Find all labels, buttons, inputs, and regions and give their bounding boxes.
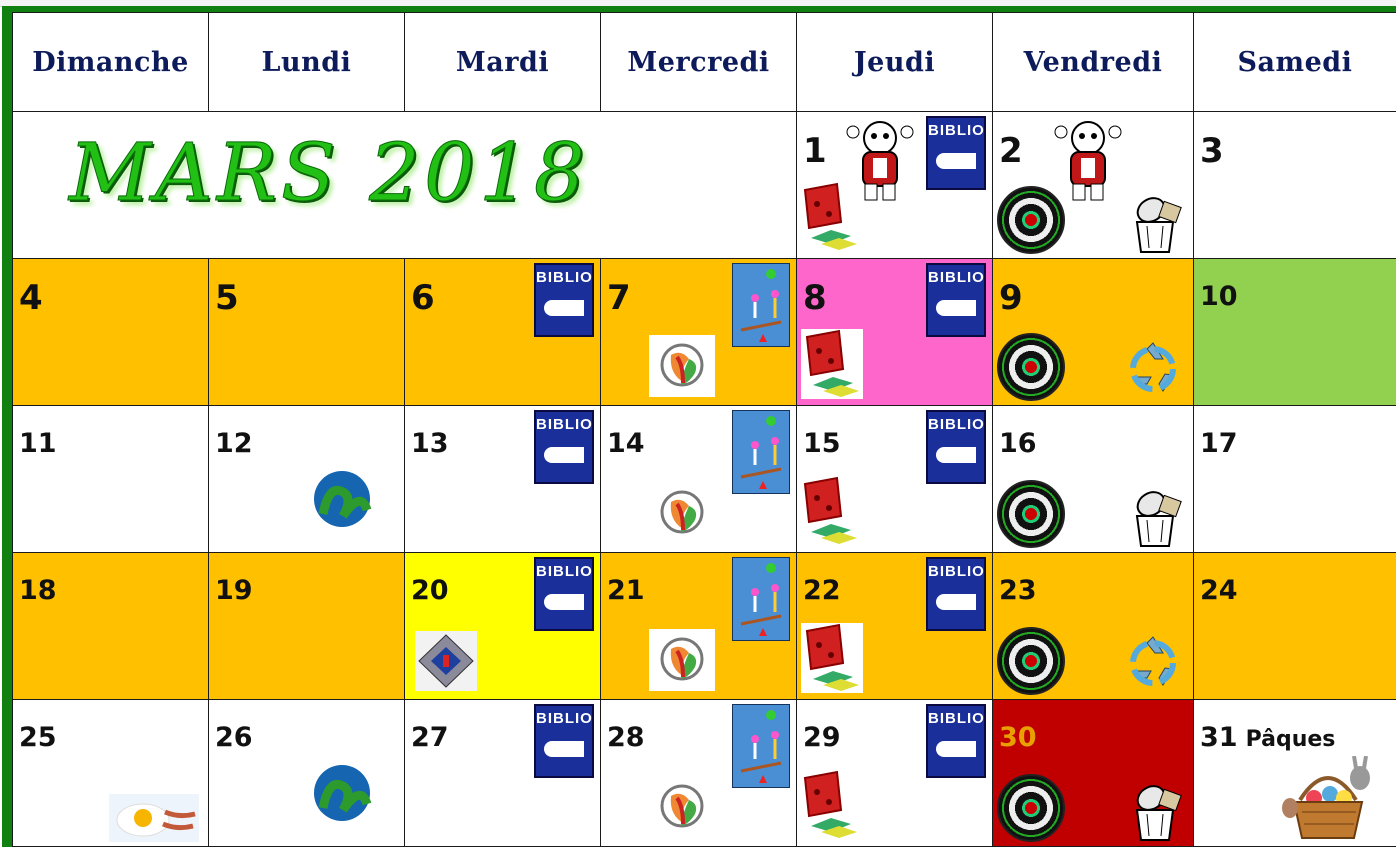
day-cell[interactable] xyxy=(993,259,1194,406)
day-cell[interactable] xyxy=(601,553,797,700)
day-number: 4 xyxy=(19,278,43,318)
day-number: 17 xyxy=(1200,428,1238,459)
day-number xyxy=(1200,724,1335,751)
day-number: 9 xyxy=(999,278,1023,318)
weekday-header: Dimanche xyxy=(13,13,209,112)
biblio-icon: BIBLIO xyxy=(926,116,986,190)
day-cell[interactable] xyxy=(209,700,405,847)
day-number: 30 xyxy=(999,722,1037,753)
calendar-week xyxy=(13,259,1396,406)
weekday-header: Lundi xyxy=(209,13,405,112)
biblio-icon: BIBLIO xyxy=(926,557,986,631)
biblio-icon: BIBLIO xyxy=(926,410,986,484)
day-number: 21 xyxy=(607,575,645,606)
day-number: 16 xyxy=(999,428,1037,459)
cornhole-bag-icon xyxy=(801,770,859,840)
day-number: 24 xyxy=(1200,575,1238,606)
day-cell[interactable] xyxy=(13,700,209,847)
recycle-icon xyxy=(1123,337,1183,397)
day-number-value: 31 xyxy=(1200,722,1238,753)
n-logo-icon xyxy=(309,762,375,824)
day-number: 20 xyxy=(411,575,449,606)
month-title: MARS 2018 xyxy=(69,126,589,219)
heart-logo-icon xyxy=(649,776,715,838)
day-number: 10 xyxy=(1200,281,1238,312)
biblio-icon: BIBLIO xyxy=(534,704,594,778)
knights-emblem-icon xyxy=(415,631,477,691)
cornhole-bag-icon xyxy=(801,623,863,693)
biblio-icon: BIBLIO xyxy=(534,410,594,484)
day-number: 23 xyxy=(999,575,1037,606)
day-number: 29 xyxy=(803,722,841,753)
day-number: 25 xyxy=(19,722,57,753)
fitness-icon xyxy=(732,410,790,494)
calendar-week xyxy=(13,406,1396,553)
day-cell[interactable] xyxy=(993,112,1194,259)
day-number: 15 xyxy=(803,428,841,459)
day-cell[interactable] xyxy=(1194,553,1396,700)
dartboard-icon xyxy=(997,774,1065,842)
heart-logo-icon xyxy=(649,335,715,397)
weekday-header: Samedi xyxy=(1194,13,1396,112)
day-cell[interactable] xyxy=(993,553,1194,700)
day-number: 22 xyxy=(803,575,841,606)
day-number: 8 xyxy=(803,278,827,318)
day-cell[interactable] xyxy=(209,406,405,553)
breakfast-icon xyxy=(109,794,199,842)
day-cell[interactable] xyxy=(601,406,797,553)
day-cell[interactable] xyxy=(405,700,601,847)
weekday-header: Mercredi xyxy=(601,13,797,112)
day-cell[interactable] xyxy=(797,406,993,553)
calendar-week xyxy=(13,112,1396,259)
heart-logo-icon xyxy=(649,482,715,544)
day-cell[interactable] xyxy=(1194,406,1396,553)
mascot-icon xyxy=(1053,118,1123,204)
day-number: 18 xyxy=(19,575,57,606)
cornhole-bag-icon xyxy=(801,476,859,546)
trash-can-icon xyxy=(1127,488,1183,548)
day-cell[interactable] xyxy=(797,700,993,847)
dartboard-icon xyxy=(997,333,1065,401)
cornhole-bag-icon xyxy=(801,329,863,399)
weekday-header-row xyxy=(13,13,1396,112)
biblio-icon: BIBLIO xyxy=(926,263,986,337)
day-cell[interactable] xyxy=(601,700,797,847)
day-number: 11 xyxy=(19,428,57,459)
day-cell[interactable] xyxy=(601,259,797,406)
day-number: 27 xyxy=(411,722,449,753)
day-cell[interactable] xyxy=(405,259,601,406)
fitness-icon xyxy=(732,557,790,641)
weekday-header: Jeudi xyxy=(797,13,993,112)
day-cell[interactable] xyxy=(797,553,993,700)
day-cell[interactable] xyxy=(1194,700,1396,847)
day-number: 2 xyxy=(999,131,1023,171)
biblio-icon: BIBLIO xyxy=(534,263,594,337)
day-cell[interactable] xyxy=(405,406,601,553)
day-number: 12 xyxy=(215,428,253,459)
trash-can-icon xyxy=(1127,782,1183,842)
day-cell[interactable] xyxy=(209,553,405,700)
day-number: 28 xyxy=(607,722,645,753)
month-title-cell xyxy=(13,112,797,259)
day-number: 14 xyxy=(607,428,645,459)
dartboard-icon xyxy=(997,480,1065,548)
holiday-label: Pâques xyxy=(1245,727,1336,752)
day-cell[interactable] xyxy=(405,553,601,700)
day-number: 7 xyxy=(607,278,631,318)
day-cell[interactable] xyxy=(797,259,993,406)
day-number: 6 xyxy=(411,278,435,318)
dartboard-icon xyxy=(997,627,1065,695)
cornhole-bag-icon xyxy=(801,182,859,252)
biblio-icon: BIBLIO xyxy=(534,557,594,631)
day-cell[interactable] xyxy=(209,259,405,406)
day-cell[interactable] xyxy=(1194,259,1396,406)
easter-basket-icon xyxy=(1278,756,1378,844)
trash-can-icon xyxy=(1127,194,1183,254)
day-number: 3 xyxy=(1200,131,1224,171)
day-number: 13 xyxy=(411,428,449,459)
fitness-icon xyxy=(732,263,790,347)
weekday-header: Mardi xyxy=(405,13,601,112)
day-number: 19 xyxy=(215,575,253,606)
day-cell[interactable] xyxy=(993,406,1194,553)
day-cell[interactable] xyxy=(993,700,1194,847)
n-logo-icon xyxy=(309,468,375,530)
weekday-header: Vendredi xyxy=(993,13,1194,112)
biblio-icon: BIBLIO xyxy=(926,704,986,778)
day-number: 1 xyxy=(803,131,827,171)
day-cell[interactable] xyxy=(13,259,209,406)
calendar-week xyxy=(13,700,1396,847)
day-cell[interactable] xyxy=(1194,112,1396,259)
day-number: 5 xyxy=(215,278,239,318)
heart-logo-icon xyxy=(649,629,715,691)
day-cell[interactable] xyxy=(797,112,993,259)
day-cell[interactable] xyxy=(13,406,209,553)
calendar-week xyxy=(13,553,1396,700)
day-cell[interactable] xyxy=(13,553,209,700)
calendar-table xyxy=(12,12,1396,847)
fitness-icon xyxy=(732,704,790,788)
day-number: 26 xyxy=(215,722,253,753)
dartboard-icon xyxy=(997,186,1065,254)
recycle-icon xyxy=(1123,631,1183,691)
